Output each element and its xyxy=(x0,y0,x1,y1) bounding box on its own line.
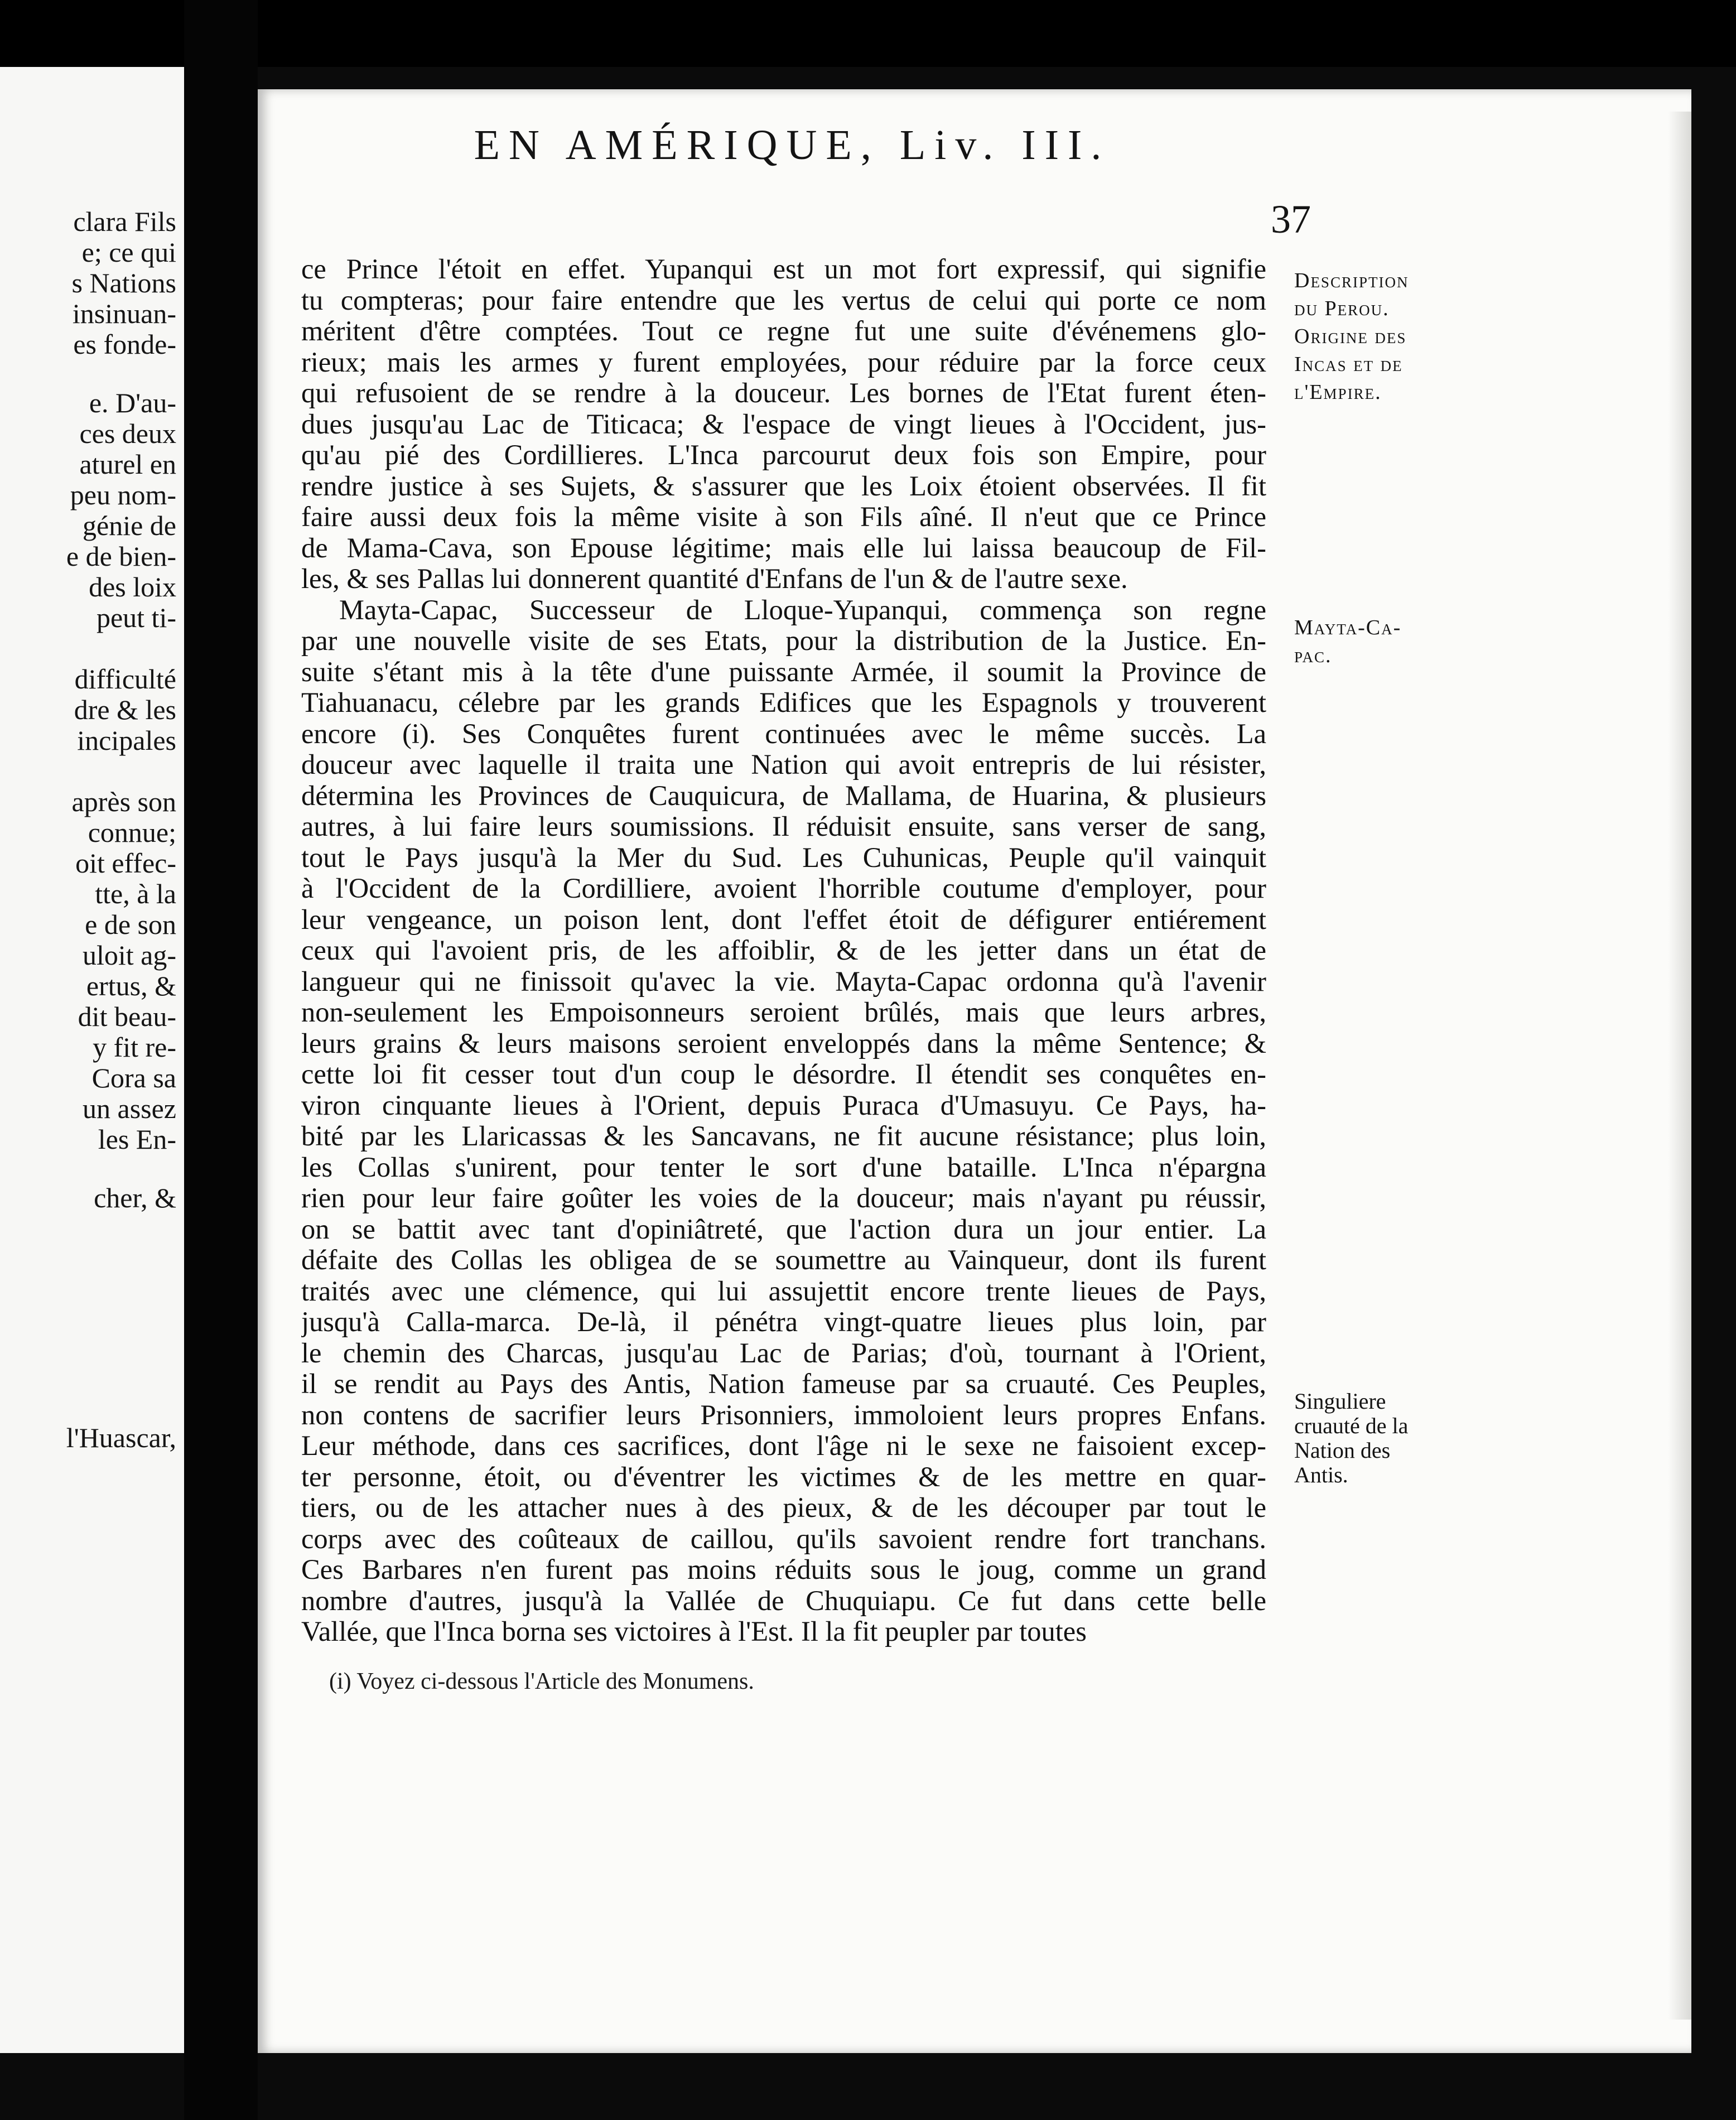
margin-note-line: pac. xyxy=(1294,644,1332,667)
facing-page-line: incipales xyxy=(77,725,176,756)
text-line: Ces Barbares n'en furent pas moins réduits sous le joug, comme un grand xyxy=(301,1554,1266,1585)
text-line: viron cinquante lieues à l'Orient, depuis Puraca d'Umasuyu. Ce Pays, ha- xyxy=(301,1090,1266,1121)
text-line: douceur avec laquelle il traita une Nation qui avoit entrepris de lui résister, xyxy=(301,749,1266,780)
text-line: méritent d'être comptées. Tout ce regne fut une suite d'événemens glo- xyxy=(301,316,1266,346)
text-line: tiers, ou de les attacher nues à des pieux, & de les découper par tout le xyxy=(301,1492,1266,1523)
facing-page-line: après son xyxy=(71,786,176,817)
margin-note-mayta xyxy=(1294,614,1462,669)
margin-note-line: Singuliere xyxy=(1294,1389,1386,1414)
margin-note-line: Incas et de xyxy=(1294,353,1403,376)
facing-page-line: clara Fils xyxy=(73,206,176,237)
facing-page-line: Cora sa xyxy=(91,1062,176,1093)
facing-page-line: peut ti- xyxy=(96,602,176,633)
text-line: le chemin des Charcas, jusqu'au Lac de Parias; d'où, tournant à l'Orient, xyxy=(301,1337,1266,1369)
text-line: Leur méthode, dans ces sacrifices, dont l'âge ni le sexe ne faisoient excep- xyxy=(301,1430,1266,1461)
margin-note-line: l'Empire. xyxy=(1294,380,1382,404)
margin-note-line: Mayta-Ca- xyxy=(1294,616,1402,639)
text-line: rendre justice à ses Sujets, & s'assurer que les Loix étoient observées. Il fit xyxy=(301,470,1266,502)
text-line: langueur qui ne finissoit qu'avec la vie. Mayta-Capac ordonna qu'à l'avenir xyxy=(301,966,1266,997)
text-line: leur vengeance, un poison lent, dont l'effet étoit de défigurer entiérement xyxy=(301,904,1266,935)
text-line: dues jusqu'au Lac de Titicaca; & l'espace de vingt lieues à l'Occident, jus- xyxy=(301,408,1266,440)
facing-page-line: un assez xyxy=(83,1093,176,1124)
body-text xyxy=(301,254,1266,1647)
text-line: les, & ses Pallas lui donnerent quantité d'Enfans de l'un & de l'autre sexe. xyxy=(301,563,1128,594)
text-line: suite s'étant mis à la tête d'une puissante Armée, il soumit la Province de xyxy=(301,656,1266,687)
text-line: il se rendit au Pays des Antis, Nation fameuse par sa cruauté. Ces Peuples, xyxy=(301,1369,1266,1399)
facing-page-line: aturel en xyxy=(79,449,176,480)
text-line: ceux qui l'avoient pris, de les affoiblir, & de les jetter dans un état de xyxy=(301,935,1266,966)
facing-page-line: difficulté xyxy=(74,663,176,695)
facing-page-line: ces deux xyxy=(79,418,176,449)
facing-page-line: génie de xyxy=(83,510,176,541)
text-line: qu'au pié des Cordillieres. L'Inca parcourut deux fois son Empire, pour xyxy=(301,440,1266,470)
text-line: à l'Occident de la Cordilliere, avoient l'horrible coutume d'employer, pour xyxy=(301,873,1266,904)
facing-page-line: les En- xyxy=(98,1124,176,1155)
text-line: ter personne, étoit, ou d'éventrer les victimes & de les mettre en quar- xyxy=(301,1461,1266,1492)
facing-page-line: uloit ag- xyxy=(82,939,176,971)
facing-page-line: s Nations xyxy=(71,267,176,298)
text-line: qui refusoient de se rendre à la douceur. Les bornes de l'Etat furent éten- xyxy=(301,378,1266,408)
text-line: leurs grains & leurs maisons seroient enveloppés dans la même Sentence; & xyxy=(301,1028,1266,1059)
text-line: tout le Pays jusqu'à la Mer du Sud. Les Cuhunicas, Peuple qu'il vainquit xyxy=(301,842,1266,873)
text-line: de Mama-Cava, son Epouse légitime; mais elle lui laissa beaucoup de Fil- xyxy=(301,532,1266,563)
facing-page-line: peu nom- xyxy=(70,479,176,510)
text-line: corps avec des coûteaux de caillou, qu'ils savoient rendre fort tranchans. xyxy=(301,1523,1266,1554)
facing-page-line: es fonde- xyxy=(73,329,176,360)
facing-page-line: e de son xyxy=(85,909,176,940)
facing-page-line: connue; xyxy=(88,817,176,848)
margin-note-singuliere xyxy=(1294,1389,1462,1487)
text-line: traités avec une clémence, qui lui assujettit encore trente lieues de Pays, xyxy=(301,1275,1266,1307)
text-line: rien pour leur faire goûter les voies de la douceur; mais n'ayant pu réussir, xyxy=(301,1183,1266,1213)
page-number: 37 xyxy=(1271,197,1311,242)
text-line: jusqu'à Calla-marca. De-là, il pénétra vingt-quatre lieues plus loin, par xyxy=(301,1307,1266,1337)
text-line: par une nouvelle visite de ses Etats, pour la distribution de la Justice. En- xyxy=(301,625,1266,656)
margin-note-line: Description xyxy=(1294,269,1409,292)
text-line: on se battit avec tant d'opiniâtreté, que l'action dura un jour entier. La xyxy=(301,1213,1266,1245)
text-line: bité par les Llaricassas & les Sancavans, ne fit aucune résistance; plus loin, xyxy=(301,1121,1266,1151)
book-spine-gutter xyxy=(184,0,258,2120)
text-line: Tiahuanacu, célebre par les grands Edifices que les Espagnols y trouverent xyxy=(301,687,1266,718)
text-line: tu compteras; pour faire entendre que les vertus de celui qui porte ce nom xyxy=(301,285,1266,316)
text-line: autres, à lui faire leurs soumissions. Il réduisit ensuite, sans verser de sang, xyxy=(301,811,1266,842)
facing-page-line: e. D'au- xyxy=(89,387,176,418)
text-line: cette loi fit cesser tout d'un coup le désordre. Il étendit ses conquêtes en- xyxy=(301,1059,1266,1090)
margin-note-line: cruauté de la xyxy=(1294,1413,1409,1438)
text-line: défaite des Collas les obligea de se soumettre au Vainqueur, dont ils furent xyxy=(301,1245,1266,1275)
facing-page-line: des loix xyxy=(89,571,176,603)
text-line: détermina les Provinces de Cauquicura, de Mallama, de Huarina, & plusieurs xyxy=(301,780,1266,811)
facing-page-line: dit beau- xyxy=(78,1001,176,1032)
facing-page-line: cher, & xyxy=(94,1182,176,1213)
running-head: EN AMÉRIQUE, Liv. III. xyxy=(474,122,1111,168)
footnote: (i) Voyez ci-dessous l'Article des Monumens. xyxy=(329,1669,754,1694)
margin-note-line: Nation des xyxy=(1294,1438,1391,1463)
facing-page-line: dre & les xyxy=(74,694,176,725)
text-line: faire aussi deux fois la même visite à son Fils aîné. Il n'eut que ce Prince xyxy=(301,502,1266,532)
facing-page-line: e; ce qui xyxy=(81,237,176,268)
facing-page-line: insinuan- xyxy=(72,298,176,329)
text-line: rieux; mais les armes y furent employées, pour réduire par la force ceux xyxy=(301,346,1266,378)
page-edge-shadow xyxy=(1668,112,1691,2020)
scan-background xyxy=(0,0,1736,67)
facing-page-line: tte, à la xyxy=(95,878,176,909)
text-line: ce Prince l'étoit en effet. Yupanqui est un mot fort expressif, qui signifie xyxy=(301,254,1266,285)
facing-page-line: ertus, & xyxy=(86,970,176,1001)
margin-note-line: Antis. xyxy=(1294,1462,1348,1487)
margin-note-line: du Perou. xyxy=(1294,297,1390,320)
facing-page-line: l'Huascar, xyxy=(66,1422,176,1453)
text-line: nombre d'autres, jusqu'à la Vallée de Chuquiapu. Ce fut dans cette belle xyxy=(301,1585,1266,1616)
facing-page-line: oit effec- xyxy=(75,847,176,879)
facing-page-line: e de bien- xyxy=(66,541,176,572)
facing-page-fragment xyxy=(0,67,184,2053)
margin-note-description xyxy=(1294,267,1462,406)
text-line: encore (i). Ses Conquêtes furent continuées avec le même succès. La xyxy=(301,718,1266,749)
margin-note-line: Origine des xyxy=(1294,325,1407,348)
text-line: Vallée, que l'Inca borna ses victoires à l'Est. Il la fit peupler par toutes xyxy=(301,1616,1087,1647)
facing-page-line: y fit re- xyxy=(93,1032,176,1063)
text-line: non-seulement les Empoisonneurs seroient brûlés, mais que leurs arbres, xyxy=(301,997,1266,1028)
text-line: les Collas s'unirent, pour tenter le sort d'une bataille. L'Inca n'épargna xyxy=(301,1151,1266,1183)
text-line: Mayta-Capac, Successeur de Lloque-Yupanqui, commença son regne xyxy=(339,594,1266,625)
text-line: non contens de sacrifier leurs Prisonniers, immoloient leurs propres Enfans. xyxy=(301,1399,1266,1430)
